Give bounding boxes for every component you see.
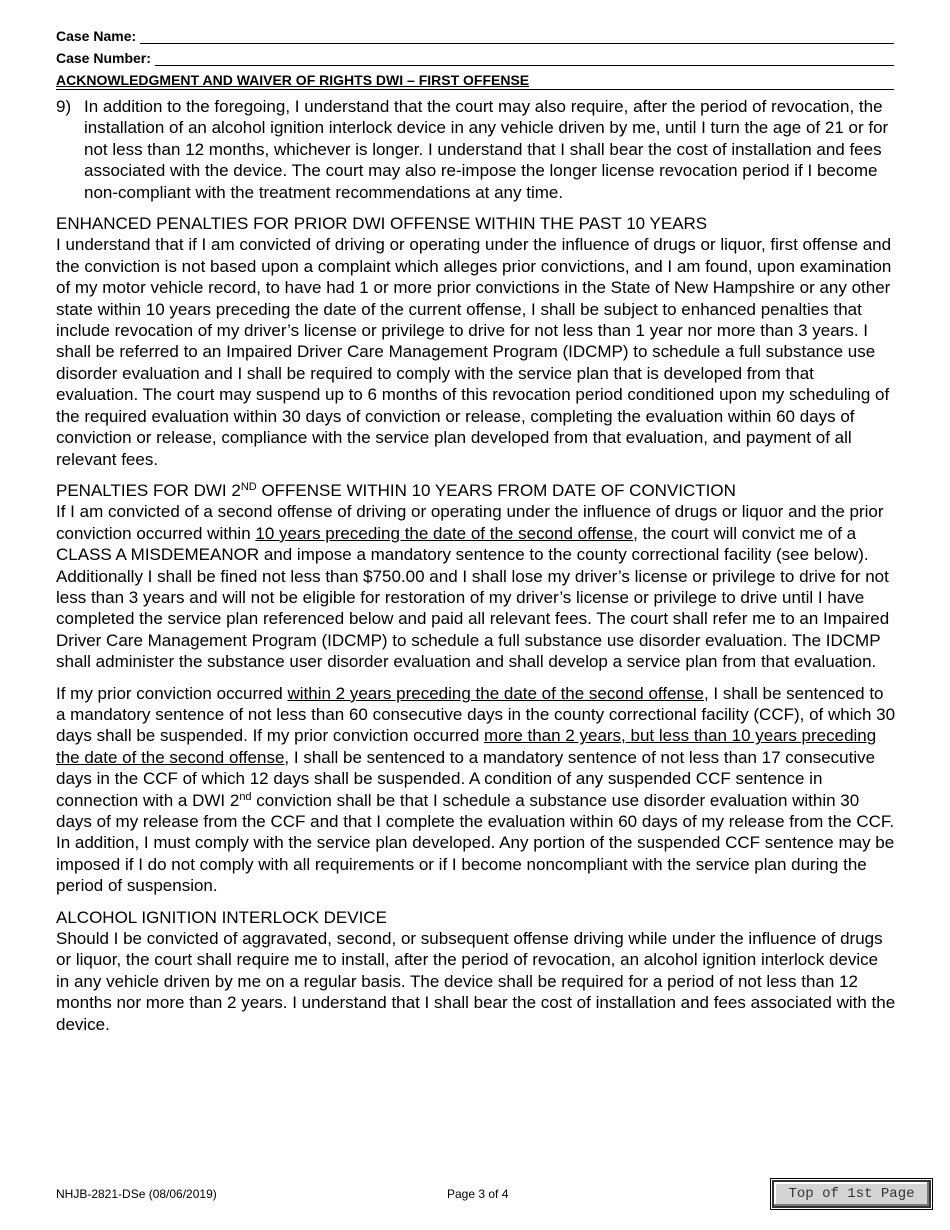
interlock-body: Should I be convicted of aggravated, second, or subsequent offense driving while under the influence of drugs or liquor, the court shall require me to install, after the period of revocation, an alcohol ignition interlock device in any vehicle driven by me on a regular basis. The device shall be required for a period of not less than 12 months nor more than 2 years. I understand that I shall bear the cost of installation and fees associated with the device.: [56, 929, 896, 1034]
enhanced-penalties-heading: ENHANCED PENALTIES FOR PRIOR DWI OFFENSE WITHIN THE PAST 10 YEARS: [56, 214, 708, 234]
superscript: nd: [239, 790, 252, 803]
second-offense-section: [56, 480, 896, 897]
heading-text-rest: OFFENSE WITHIN 10 YEARS FROM DATE OF CONVICTION: [256, 480, 736, 500]
case-name-label: Case Name:: [56, 28, 137, 44]
document-body: [56, 96, 896, 1045]
text-run: , I shall be sentenced to a mandatory sentence of not less than 60 consecutive days in the county correctional facility (CCF), of which 30 days shall be suspended. If my prior conviction occurred: [56, 683, 896, 746]
interlock-heading: ALCOHOL IGNITION INTERLOCK DEVICE: [56, 907, 387, 927]
text-run: If I am convicted of a second offense of driving or operating under the influence of drugs or liquor and the prior conviction occurred within: [56, 502, 884, 543]
underlined-text: more than 2 years, but less than 10 years preceding the date of the second offense: [56, 726, 877, 767]
case-number-label: Case Number:: [56, 50, 151, 66]
heading-sup: ND: [240, 480, 257, 493]
form-id: NHJB-2821-DSe (08/06/2019): [56, 1187, 217, 1201]
case-name-field[interactable]: [140, 29, 894, 44]
case-name-row: [56, 24, 894, 44]
text-run: If my prior conviction occurred: [56, 683, 288, 703]
second-offense-paragraph-2: [56, 683, 896, 897]
text-run: , the court will convict me of a CLASS A MISDEMEANOR and impose a mandatory sentence to the county correctional facility (see below). Additionally I shall be fined not less than $750.00 and I shall lose my driver’s license or privilege to drive for not less than 3 years and will not be eligible for restoration of my driver’s license or privilege to drive until I have completed the service plan referenced below and paid all relevant fees. The court shall refer me to an Impaired Driver Care Management Program (IDCMP) to schedule a full substance use disorder evaluation. The IDCMP shall administer the substance user disorder evaluation and shall develop a service plan from that evaluation.: [56, 523, 890, 672]
heading-text: PENALTIES FOR DWI 2: [56, 480, 241, 500]
underlined-text: within 2 years preceding the date of the second offense: [287, 683, 704, 703]
page-number: Page 3 of 4: [447, 1187, 509, 1201]
text-run: conviction shall be that I schedule a substance use disorder evaluation within 30 days of my release from the CCF and that I complete the evaluation within 60 days of my release from the CCF. In addition, I must comply with the service plan developed. Any portion of the suspended CCF sentence may be imposed if I do not comply with all requirements or if I become noncompliant with the service plan during the period of suspension.: [56, 790, 895, 896]
case-number-field[interactable]: [155, 51, 894, 66]
text-run: , I shall be sentenced to a mandatory sentence of not less than 17 consecutive days in the CCF of which 12 days shall be suspended. A condition of any suspended CCF sentence in connection with a DWI 2: [56, 747, 876, 810]
enhanced-penalties-body: I understand that if I am convicted of driving or operating under the influence of drugs or liquor, first offense and the conviction is not based upon a complaint which alleges prior convictions, and I am found, upon examination of my motor vehicle record, to have had 1 or more prior convictions in the State of New Hampshire or any other state within 10 years preceding the date of the current offense, I shall be subject to enhanced penalties that include revocation of my driver’s license or privilege to drive for not less than 1 year nor more than 3 years. I shall be referred to an Impaired Driver Care Management Program (IDCMP) to schedule a full substance use disorder evaluation and I shall be required to comply with the service plan that is developed from that evaluation. The court may suspend up to 6 months of this revocation period conditioned upon my scheduling of the required evaluation within 30 days of conviction or release, completing the evaluation within 60 days of conviction or release, compliance with the service plan developed from that evaluation, and payment of all relevant fees.: [56, 235, 892, 469]
item-text: In addition to the foregoing, I understand that the court may also require, after the period of revocation, the installation of an alcohol ignition interlock device in any vehicle driven by me, until I turn the age of 21 or for not less than 12 months, whichever is longer. I understand that I shall bear the cost of installation and fees associated with the device. The court may also re-impose the longer license revocation period if I become non-compliant with the treatment recommendations at any time.: [84, 97, 889, 202]
enhanced-penalties-section: [56, 213, 896, 470]
form-title: ACKNOWLEDGMENT AND WAIVER OF RIGHTS DWI – FIRST OFFENSE: [56, 72, 894, 90]
second-offense-paragraph-1: [56, 501, 896, 672]
item-number: 9): [56, 97, 72, 116]
case-number-row: [56, 46, 894, 66]
second-offense-heading: [56, 480, 896, 501]
list-item-9: [56, 96, 896, 203]
top-of-first-page-button[interactable]: Top of 1st Page: [772, 1180, 931, 1208]
underlined-text: 10 years preceding the date of the second offense: [255, 523, 634, 543]
interlock-section: [56, 907, 896, 1035]
